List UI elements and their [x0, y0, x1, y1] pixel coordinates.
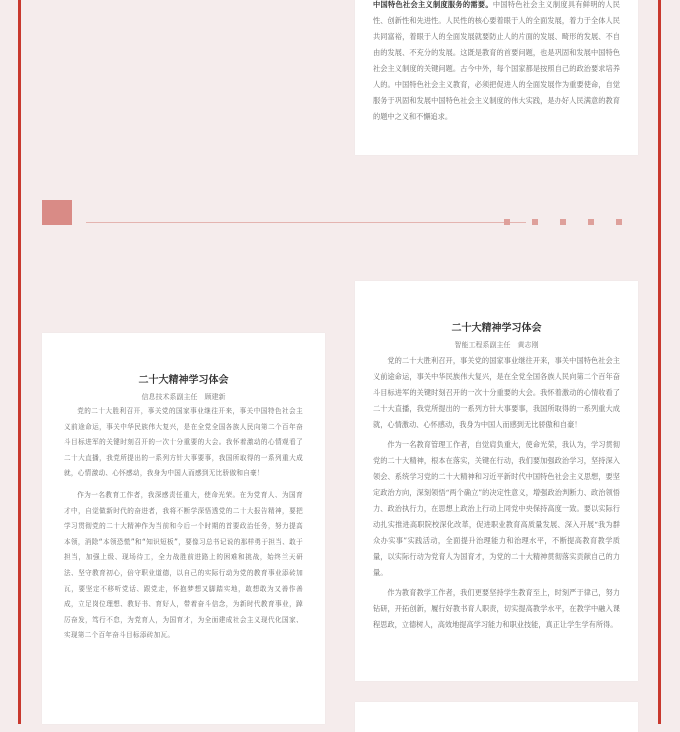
- document-title: 二十大精神学习体会: [138, 375, 229, 386]
- document-card-top: [355, 0, 638, 155]
- document-title: 二十大精神学习体会: [451, 323, 542, 334]
- document-paragraph: 党的二十大胜利召开，事关党的国家事业继往开来，事关中国特色社会主义前途命运，事关中华民族伟大复兴，是在全党全国各族人民向第二个百年奋斗目标进军的关键时刻召开的一次十分重要的大会。我怀着激动的心情观看了二十大直播，我党所提出的一系列方针大事要事，我国所取得的一系列重大成就，心情激动、心怀感动，我身为中国人而感到无比骄傲和自豪！: [64, 407, 303, 478]
- document-card-bottom: [355, 702, 638, 732]
- divider-line: [86, 222, 526, 223]
- divider-dot: [504, 219, 510, 225]
- divider-dot: [532, 219, 538, 225]
- page-frame-right: [658, 0, 661, 724]
- document-byline: 信息技术系副主任 顾建新: [141, 393, 226, 401]
- page-frame-left: [18, 0, 21, 724]
- document-card-left: [42, 333, 325, 724]
- divider-dot: [588, 219, 594, 225]
- document-paragraph: 作为一名教育工作者，我深感责任重大，使命光荣。在为党育人、为国育才中，自觉做新时代的奋进者，我将不断学深悟透党的二十大报告精神，要把学习贯彻党的二十大精神作为当前和今后一个时期的首要政治任务，努力提高本领，消除“本领恐慌”和“知识短板”，要像习总书记说的那样勇于担当、敢于担当，加强上级、现场待工，全力战胜前进路上的困难和挑战，始终兰天研法、坚守教育初心，倍守职业道德，以自己的实际行动为党的教育事业添砖加瓦，要坚定不移听党话、跟党走，怀抱梦想又脚踏实地，敢想敢为又善作善成，立足岗位理想、教好书、育好人，带着奋斗信念，为新时代教育事业，踔厉奋发，笃行不怠，为党育人，为国育才，为全面建成社会主义现代化国家、实现第二个百年奋斗目标添砖加瓦。: [64, 490, 303, 640]
- document-paragraph: 作为教育教学工作者，我们更要坚持学生教育至上，时刻严于律己，努力钻研，开拓创新，履行好教书育人职责，切实提高教学水平，在教学中融入课程思政，立德树人，高效地提高学习能力和职业技能，真正让学生学有所得。: [373, 588, 620, 629]
- divider-dot: [616, 219, 622, 225]
- document-paragraph: 作为一名教育管理工作者，自觉肩负重大，使命光荣，我认为，学习贯彻党的二十大精神，根本在落实，关键在行动，我们要加强政治学习，坚持深入领会、系统学习党的二十大精神和习近平新时代中国特色社会主义思想，要坚定政治方向，深刻领悟“两个确立”的决定性意义，增强政治判断力、政治领悟力、政治执行力，在思想上政治上行动上同党中央保持高度一致。要以实际行动扎实推进高职院校深化改革，促进职业教育高质量发展、深入开展“我为群众办实事”实践活动，全面提升治理能力和治理水平，不断提高教育教学质量，以实际行动为党育人为国育才，为党的二十大精神贯彻落实贡献自己的力量。: [373, 440, 620, 577]
- document-card-right: [355, 281, 638, 681]
- document-body: [373, 0, 620, 125]
- divider-dot: [560, 219, 566, 225]
- document-byline: 智能工程系副主任 黄志刚: [454, 341, 539, 349]
- divider-block: [42, 200, 72, 225]
- document-lead-text: 中国特色社会主义制度具有鲜明的人民性、创新性和先进性。人民性的核心要着眼于人的全面发展，着力于全体人民共同富裕，着眼于人的全面发展就要防止人的片面的发展、畸形的发展、不自由的发展、不充分的发展。这既是教育的首要问题，也是巩固和发展中国特色社会主义制度的关键问题。古今中外，每个国家都是按照自己的政治要求培养人的。中国特色社会主义教育，必须把促进人的全面发展作为重要使命，自觉服务于巩固和发展中国特色社会主义制度的伟大实践，是办好人民满意的教育的题中之义和不懈追求。: [373, 0, 620, 121]
- document-paragraph: 党的二十大胜利召开，事关党的国家事业继往开来，事关中国特色社会主义前途命运，事关中华民族伟大复兴，是在全党全国各族人民向第二个百年奋斗目标进军的关键时刻召开的一次十分重要的大会。我怀着激动的心情收看了二十大直播，我党所提出的一系列方针大事要事，我国所取得的一系列重大成就，心情激动、心怀感动，我身为中国人而感到无比骄傲和自豪！: [373, 356, 620, 429]
- document-paragraph: [373, 0, 620, 125]
- document-lead-bold: 中国特色社会主义制度服务的需要。: [373, 0, 493, 9]
- section-divider: [42, 200, 632, 226]
